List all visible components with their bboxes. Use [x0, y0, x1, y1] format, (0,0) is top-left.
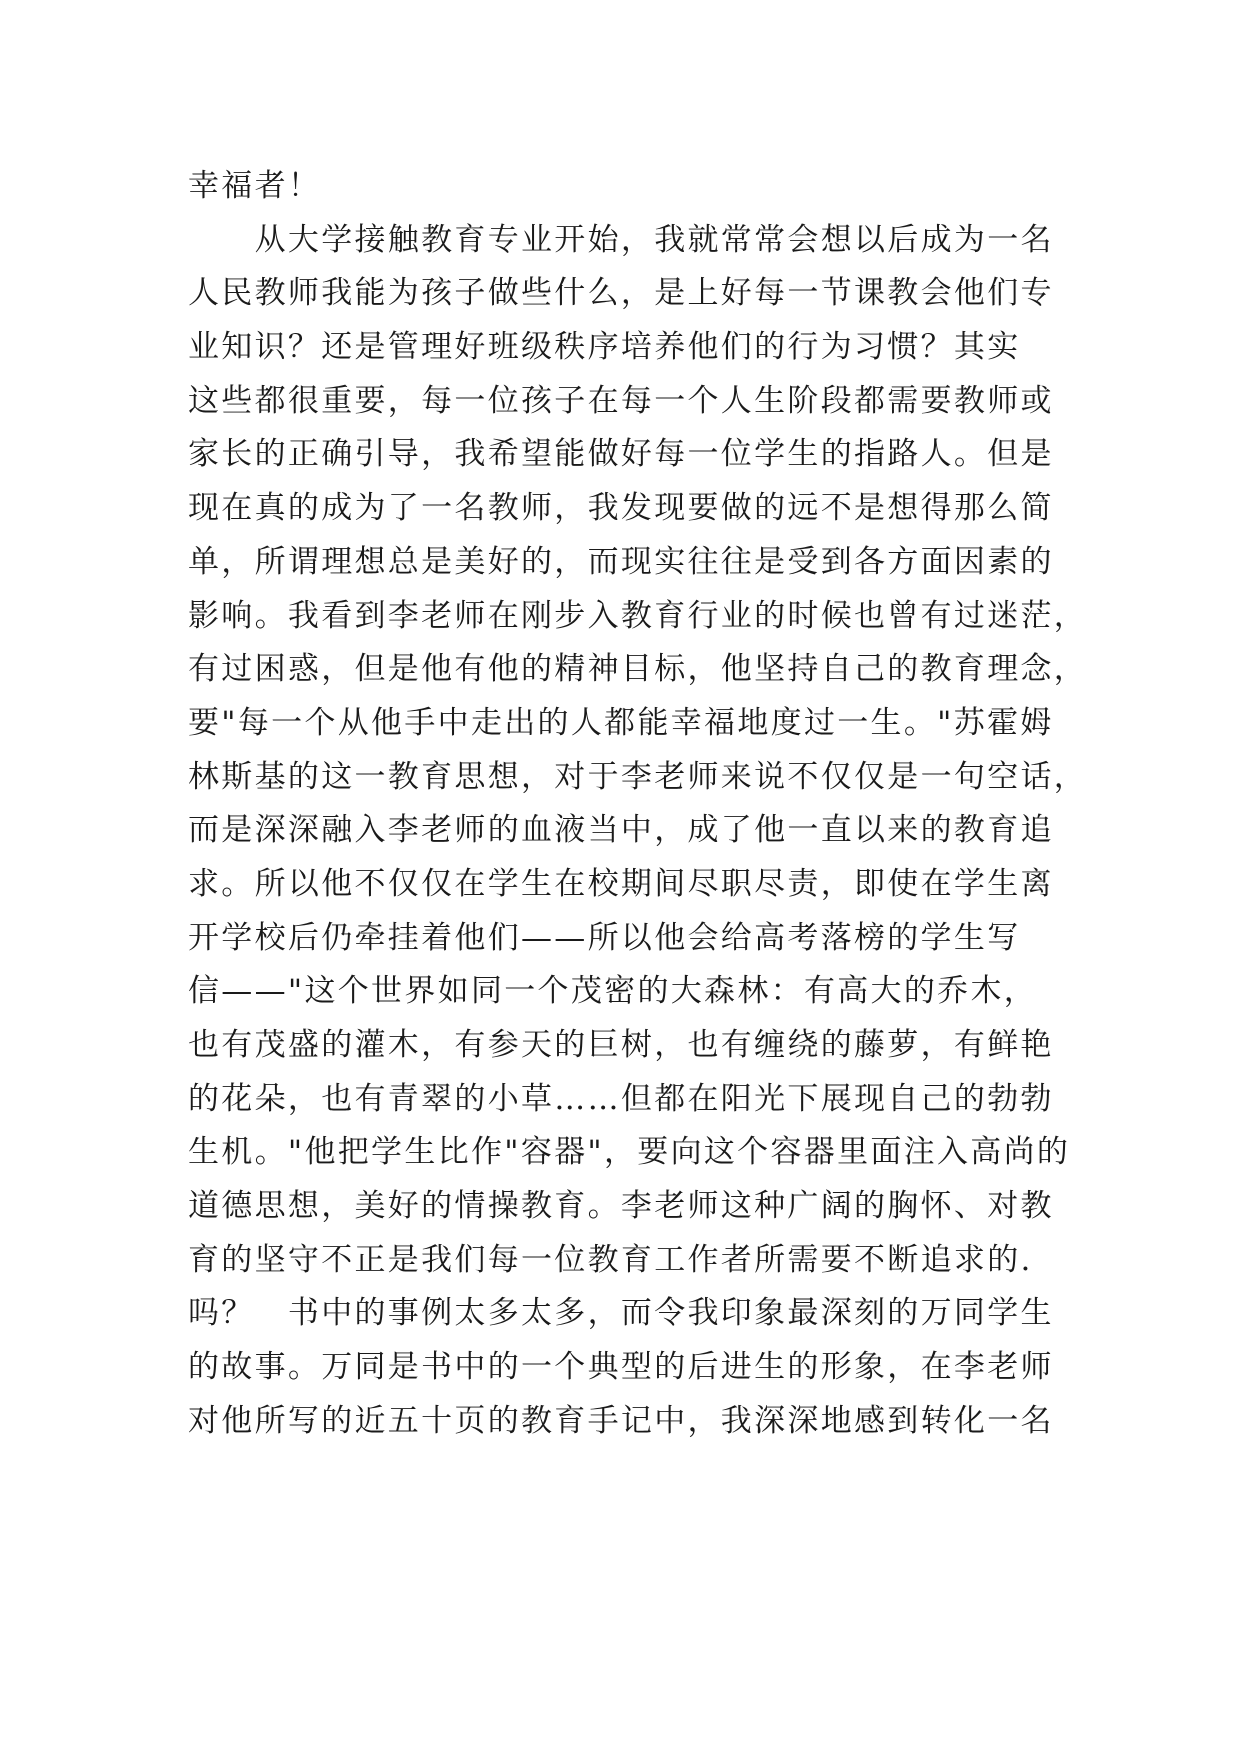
text-line: 现在真的成为了一名教师，我发现要做的远不是想得那么简: [188, 490, 1054, 527]
text-line: 家长的正确引导，我希望能做好每一位学生的指路人。但是: [188, 436, 1054, 473]
text-line: 信——"这个世界如同一个茂密的大森林：有高大的乔木，: [188, 973, 1038, 1010]
text-line: 要"每一个从他手中走出的人都能幸福地度过一生。"苏霍姆: [188, 704, 1054, 741]
body-text: [188, 160, 1088, 1449]
text-line: 也有茂盛的灌木，有参天的巨树，也有缠绕的藤萝，有鲜艳: [188, 1027, 1054, 1063]
text-line: 业知识？还是管理好班级秩序培养他们的行为习惯？其实: [188, 329, 1021, 366]
text-line: 单，所谓理想总是美好的，而现实往往是受到各方面因素的: [188, 543, 1054, 580]
text-line: 吗？ 书中的事例太多太多，而令我印象最深刻的万同学生: [188, 1295, 1054, 1332]
text-line: 对他所写的近五十页的教育手记中，我深深地感到转化一名: [188, 1402, 1054, 1439]
text-line: 开学校后仍牵挂着他们——所以他会给高考落榜的学生写: [188, 919, 1021, 956]
text-line: 幸福者！: [188, 168, 322, 204]
text-line: 这些都很重要，每一位孩子在每一个人生阶段都需要教师或: [188, 382, 1054, 419]
text-line: 生机。"他把学生比作"容器"，要向这个容器里面注入高尚的: [188, 1134, 1071, 1171]
text-line: 林斯基的这一教育思想，对于李老师来说不仅仅是一句空话，: [188, 758, 1088, 795]
text-line: 人民教师我能为孩子做些什么，是上好每一节课教会他们专: [188, 275, 1054, 312]
text-line: 求。所以他不仅仅在学生在校期间尽职尽责，即使在学生离: [188, 865, 1054, 902]
text-line: 影响。我看到李老师在刚步入教育行业的时候也曾有过迷茫，: [188, 597, 1088, 634]
text-line: 从大学接触教育专业开始，我就常常会想以后成为一名: [188, 221, 1054, 258]
text-line: 而是深深融入李老师的血液当中，成了他一直以来的教育追: [188, 812, 1054, 849]
text-line: 育的坚守不正是我们每一位教育工作者所需要不断追求的.: [188, 1241, 1033, 1278]
text-line: 的故事。万同是书中的一个典型的后进生的形象，在李老师: [188, 1349, 1054, 1386]
text-line: 的花朵，也有青翠的小草……但都在阳光下展现自己的勃勃: [188, 1080, 1054, 1117]
text-line: 有过困惑，但是他有他的精神目标，他坚持自己的教育理念，: [188, 651, 1088, 688]
text-line: 道德思想，美好的情操教育。李老师这种广阔的胸怀、对教: [188, 1188, 1054, 1225]
